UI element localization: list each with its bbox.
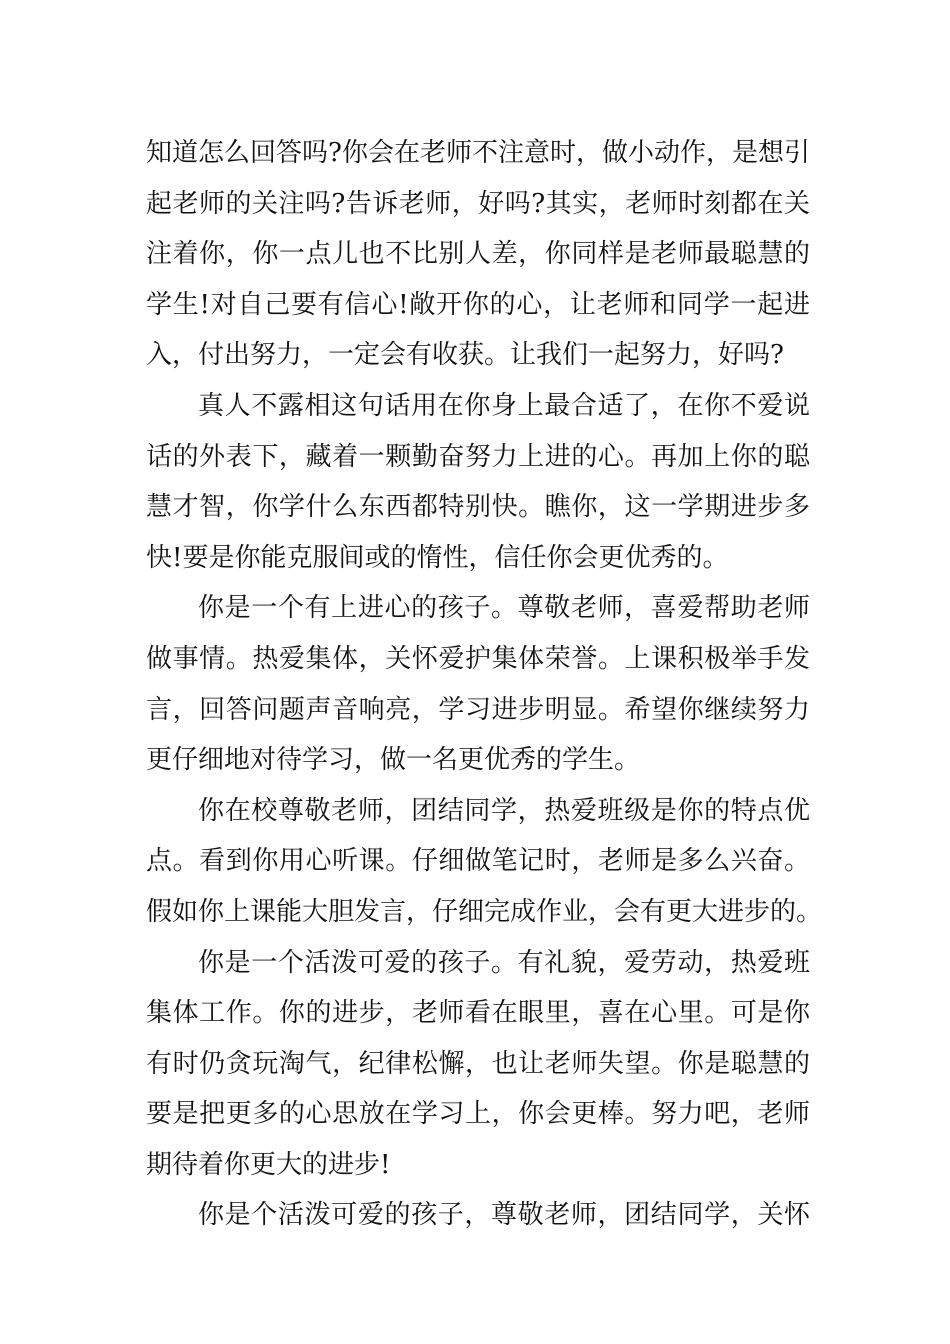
text-line: 学生!对自己要有信心!敞开你的心，让老师和同学一起进	[146, 289, 810, 320]
paragraph	[146, 128, 810, 381]
text-line: 集体工作。你的进步，老师看在眼里，喜在心里。可是你	[146, 998, 810, 1029]
text-line: 假如你上课能大胆发言，仔细完成作业，会有更大进步的。	[146, 896, 823, 927]
text-line: 你是一个有上进心的孩子。尊敬老师，喜爱帮助老师	[198, 593, 810, 624]
text-line: 有时仍贪玩淘气，纪律松懈，也让老师失望。你是聪慧的	[146, 1048, 810, 1079]
text-line: 起老师的关注吗?告诉老师，好吗?其实，老师时刻都在关	[146, 188, 810, 219]
text-line: 快!要是你能克服间或的惰性，信任你会更优秀的。	[146, 542, 729, 573]
text-line: 知道怎么回答吗?你会在老师不注意时，做小动作，是想引	[146, 138, 810, 168]
text-line: 你在校尊敬老师，团结同学，热爱班级是你的特点优	[198, 795, 810, 826]
text-line: 言，回答问题声音响亮，学习进步明显。希望你继续努力	[146, 694, 810, 725]
document-body	[146, 128, 823, 1241]
paragraph	[146, 938, 810, 1191]
text-line: 做事情。热爱集体，关怀爱护集体荣誉。上课积极举手发	[146, 643, 810, 674]
text-line: 真人不露相这句话用在你身上最合适了，在你不爱说	[198, 390, 810, 421]
text-line: 你是个活泼可爱的孩子，尊敬老师，团结同学，关怀	[198, 1200, 810, 1231]
text-line: 话的外表下，藏着一颗勤奋努力上进的心。再加上你的聪	[146, 441, 810, 472]
paragraph	[146, 583, 810, 785]
text-line: 点。看到你用心听课。仔细做笔记时，老师是多么兴奋。	[146, 846, 810, 877]
text-line: 你是一个活泼可爱的孩子。有礼貌，爱劳动，热爱班	[198, 947, 810, 978]
paragraph	[146, 1190, 810, 1241]
text-line: 注着你，你一点儿也不比别人差，你同样是老师最聪慧的	[146, 239, 810, 270]
text-line: 慧才智，你学什么东西都特别快。瞧你，这一学期进步多	[146, 492, 810, 523]
text-line: 入，付出努力，一定会有收获。让我们一起努力，好吗?	[146, 340, 784, 371]
text-line: 要是把更多的心思放在学习上，你会更棒。努力吧，老师	[146, 1099, 810, 1130]
paragraph	[146, 786, 823, 938]
paragraph	[146, 381, 810, 583]
text-line: 更仔细地对待学习，做一名更优秀的学生。	[146, 745, 641, 776]
text-line: 期待着你更大的进步!	[146, 1149, 391, 1180]
